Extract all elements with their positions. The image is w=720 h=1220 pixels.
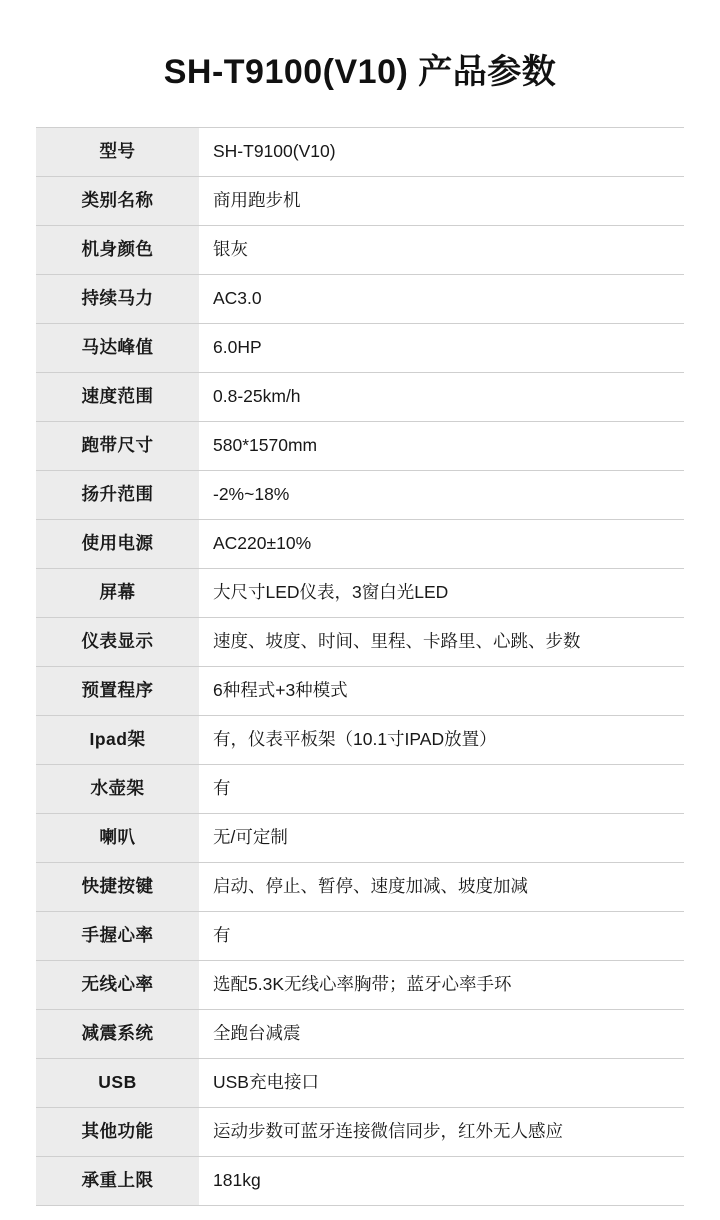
spec-value: 银灰 [199,225,684,274]
spec-value: 181kg [199,1156,684,1205]
table-row [36,127,684,176]
spec-label: 类别名称 [36,176,199,225]
spec-label: 减震系统 [36,1009,199,1058]
bottom-spacer [36,1206,684,1220]
table-row [36,323,684,372]
table-row [36,1058,684,1107]
spec-value: 启动、停止、暂停、速度加减、坡度加减 [199,862,684,911]
spec-value: 全跑台减震 [199,1009,684,1058]
spec-label: 快捷按键 [36,862,199,911]
table-row [36,911,684,960]
spec-label: 预置程序 [36,666,199,715]
spec-label: 屏幕 [36,568,199,617]
spec-label: 无线心率 [36,960,199,1009]
spec-value: 0.8-25km/h [199,372,684,421]
spec-value: AC220±10% [199,519,684,568]
table-row [36,372,684,421]
table-row [36,1009,684,1058]
specification-table [36,127,684,1206]
spec-value: SH-T9100(V10) [199,127,684,176]
table-row [36,176,684,225]
table-row [36,960,684,1009]
spec-value: 有 [199,911,684,960]
spec-value: 选配5.3K无线心率胸带；蓝牙心率手环 [199,960,684,1009]
spec-label: 其他功能 [36,1107,199,1156]
spec-label: 喇叭 [36,813,199,862]
table-row [36,862,684,911]
spec-label: 速度范围 [36,372,199,421]
spec-value: 商用跑步机 [199,176,684,225]
table-row [36,274,684,323]
spec-label: 跑带尺寸 [36,421,199,470]
table-row [36,1156,684,1205]
spec-label: 马达峰值 [36,323,199,372]
spec-label: 扬升范围 [36,470,199,519]
table-row [36,470,684,519]
spec-label: Ipad架 [36,715,199,764]
spec-label: 使用电源 [36,519,199,568]
spec-value: 运动步数可蓝牙连接微信同步，红外无人感应 [199,1107,684,1156]
spec-value: 有，仪表平板架（10.1寸IPAD放置） [199,715,684,764]
spec-value: 580*1570mm [199,421,684,470]
table-row [36,764,684,813]
table-row [36,666,684,715]
spec-label: 承重上限 [36,1156,199,1205]
spec-label: USB [36,1058,199,1107]
specification-table-body [36,127,684,1205]
spec-label: 水壶架 [36,764,199,813]
spec-value: 6种程式+3种模式 [199,666,684,715]
spec-value: 大尺寸LED仪表，3窗白光LED [199,568,684,617]
spec-value: -2%~18% [199,470,684,519]
table-row [36,617,684,666]
table-row [36,421,684,470]
spec-value: USB充电接口 [199,1058,684,1107]
spec-value: AC3.0 [199,274,684,323]
spec-value: 无/可定制 [199,813,684,862]
table-row [36,715,684,764]
spec-value: 速度、坡度、时间、里程、卡路里、心跳、步数 [199,617,684,666]
table-row [36,225,684,274]
table-row [36,813,684,862]
table-row [36,568,684,617]
page-title: SH-T9100(V10) 产品参数 [163,53,557,91]
spec-label: 手握心率 [36,911,199,960]
spec-label: 持续马力 [36,274,199,323]
spec-label: 机身颜色 [36,225,199,274]
spec-value: 6.0HP [199,323,684,372]
spec-label: 型号 [36,127,199,176]
table-row [36,519,684,568]
table-row [36,1107,684,1156]
spec-value: 有 [199,764,684,813]
spec-label: 仪表显示 [36,617,199,666]
